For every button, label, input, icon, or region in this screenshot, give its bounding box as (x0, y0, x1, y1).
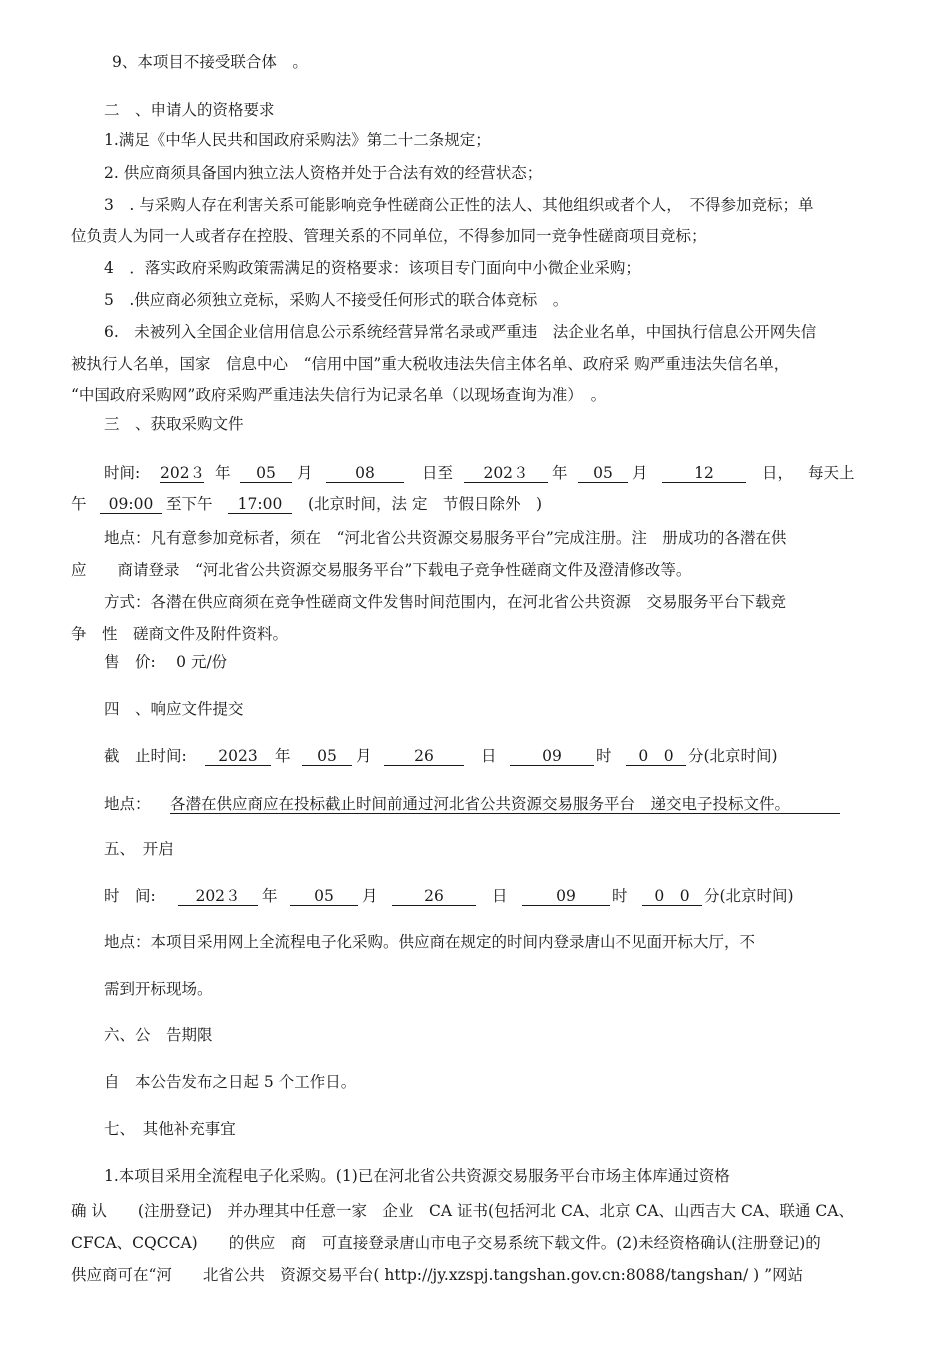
requirement-3-line-2: 位负责人为同一人或者存在控股、管理关系的不同单位，不得参加同一竞争性磋商项目竞标； (71, 227, 707, 245)
open-minute (642, 886, 702, 906)
obtain-start-day-value: 08 (326, 464, 404, 483)
deadline-minute (626, 746, 686, 766)
obtain-start-year-value: 202３ (160, 464, 206, 482)
submit-place-value: 各潜在供应商应在投标截止时间前通过河北省公共资源交易服务平台 递交电子投标文件。 (170, 795, 840, 814)
section-5-heading: 五、 开启 (104, 840, 174, 858)
year-char: 年 (215, 464, 231, 482)
obtain-end-day-value: 12 (662, 464, 746, 483)
obtain-time-label: 时间: (104, 464, 141, 482)
open-hour-char: 时 (612, 887, 628, 905)
requirement-5: 5 .供应商必须独立竞标，采购人不接受任何形式的联合体竞标 。 (104, 291, 569, 309)
intro-item-9: 9、本项目不接受联合体 。 (112, 53, 308, 71)
submit-place-label: 地点： (104, 795, 151, 813)
deadline-month-value: 05 (302, 747, 352, 766)
deadline-day-value: 26 (384, 747, 464, 766)
other-line-1: 1.本项目采用全流程电子化采购。(1)已在河北省公共资源交易服务平台市场主体库通过资格 (104, 1167, 730, 1185)
open-place-line-1: 地点：本项目采用网上全流程电子化采购。供应商在规定的时间内登录唐山不见面开标大厅，不 (104, 933, 756, 951)
open-time-label: 时 间: (104, 887, 156, 905)
open-day (392, 886, 476, 906)
requirement-1: 1.满足《中华人民共和国政府采购法》第二十二条规定； (104, 131, 491, 149)
to-pm: 至下午 (166, 495, 213, 513)
deadline-hour (510, 746, 594, 766)
deadline-hour-value: 09 (510, 747, 594, 766)
open-day-char: 日 (492, 887, 508, 905)
open-year-value: 202３ (178, 887, 258, 906)
deadline-year-char: 年 (275, 747, 291, 765)
other-line-2: 确 认 (注册登记) 并办理其中任意一家 企业 CA 证书(包括河北 CA、北京 CA、山西吉大 CA、联通 CA、 (71, 1202, 854, 1220)
obtain-place-line-1: 地点：凡有意参加竞标者，须在 “河北省公共资源交易服务平台”完成注册。注 册成功的各潜在供 (104, 529, 787, 547)
deadline-day (384, 746, 464, 766)
holiday-note: (北京时间，法 定 节假日除外 ) (308, 495, 543, 513)
open-minute-char: 分(北京时间) (704, 887, 794, 905)
am-label: 午 (71, 495, 87, 513)
obtain-place-line-2: 应 商请登录 “河北省公共资源交易服务平台”下载电子竞争性磋商文件及澄清修改等。 (71, 561, 692, 579)
daily-prefix: 每天上 (808, 464, 855, 482)
obtain-end-year (464, 463, 548, 483)
obtain-end-year-value: 202３ (464, 464, 548, 483)
requirement-2: 2. 供应商须具备国内独立法人资格并处于合法有效的经营状态； (104, 164, 543, 182)
open-month-value: 05 (290, 887, 358, 906)
year-char-2: 年 (552, 464, 568, 482)
other-line-4: 供应商可在“河 北省公共 资源交易平台( http://jy.xzspj.tangshan.gov.cn:8088/tangshan/ ) ”网站 (71, 1266, 804, 1284)
month-char: 月 (297, 464, 313, 482)
section-2-heading: 二 、申请人的资格要求 (104, 101, 275, 119)
deadline-month (302, 746, 352, 766)
open-place-line-2: 需到开标现场。 (104, 980, 213, 998)
am-time-value: 09:00 (100, 495, 162, 514)
open-hour (522, 886, 610, 906)
pm-time-value: 17:00 (228, 495, 292, 514)
obtain-end-month-value: 05 (578, 464, 628, 483)
deadline-month-char: 月 (356, 747, 372, 765)
open-hour-value: 09 (522, 887, 610, 906)
obtain-start-month-value: 05 (240, 464, 292, 483)
day-comma: 日， (762, 464, 794, 482)
month-char-2: 月 (632, 464, 648, 482)
obtain-method-line-1: 方式：各潜在供应商须在竞争性磋商文件发售时间范围内，在河北省公共资源 交易服务平台下载竞 (104, 593, 787, 611)
price: 售 价: 0 元/份 (104, 653, 228, 671)
submit-place (170, 794, 840, 814)
open-month-char: 月 (362, 887, 378, 905)
requirement-6-line-3: “中国政府采购网”政府采购严重违法失信行为记录名单（以现场查询为准） 。 (71, 386, 607, 404)
deadline-day-char: 日 (481, 747, 497, 765)
day-to: 日至 (422, 464, 454, 482)
requirement-6-line-2: 被执行人名单，国家 信息中心 “信用中国”重大税收违法失信主体名单、政府采 购严重违法失信名单， (71, 355, 790, 373)
open-year-char: 年 (262, 887, 278, 905)
obtain-end-day (662, 463, 746, 483)
deadline-year (205, 746, 271, 766)
section-3-heading: 三 、获取采购文件 (104, 415, 244, 433)
deadline-year-value: 2023 (205, 747, 271, 766)
am-time (100, 494, 162, 514)
section-6-heading: 六、公 告期限 (104, 1026, 213, 1044)
deadline-label: 截 止时间: (104, 747, 187, 765)
requirement-4: 4 ．落实政府采购政策需满足的资格要求：该项目专门面向中小微企业采购； (104, 259, 641, 277)
deadline-hour-char: 时 (596, 747, 612, 765)
requirement-3-line-1: 3 . 与采购人存在利害关系可能影响竞争性磋商公正性的法人、其他组织或者个人， 不得参加竞标；单 (104, 196, 814, 214)
obtain-start-day (326, 463, 404, 483)
other-line-3: CFCA、CQCCA) 的供应 商 可直接登录唐山市电子交易系统下载文件。(2)未经资格确认(注册登记)的 (71, 1234, 821, 1252)
obtain-method-line-2: 争 性 磋商文件及附件资料。 (71, 625, 289, 643)
obtain-start-month (240, 463, 292, 483)
obtain-end-month (578, 463, 628, 483)
deadline-minute-value: 0 0 (626, 747, 686, 766)
pm-time (228, 494, 292, 514)
open-day-value: 26 (392, 887, 476, 906)
notice-period: 自 本公告发布之日起 5 个工作日。 (104, 1073, 357, 1091)
open-month (290, 886, 358, 906)
open-year (178, 886, 258, 906)
open-minute-value: 0 0 (642, 887, 702, 906)
section-7-heading: 七、 其他补充事宜 (104, 1120, 236, 1138)
obtain-start-year (160, 463, 204, 483)
requirement-6-line-1: 6. 未被列入全国企业信用信息公示系统经营异常名录或严重违 法企业名单，中国执行信息公开网失信 (104, 323, 817, 341)
deadline-minute-char: 分(北京时间) (688, 747, 778, 765)
section-4-heading: 四 、响应文件提交 (104, 700, 244, 718)
